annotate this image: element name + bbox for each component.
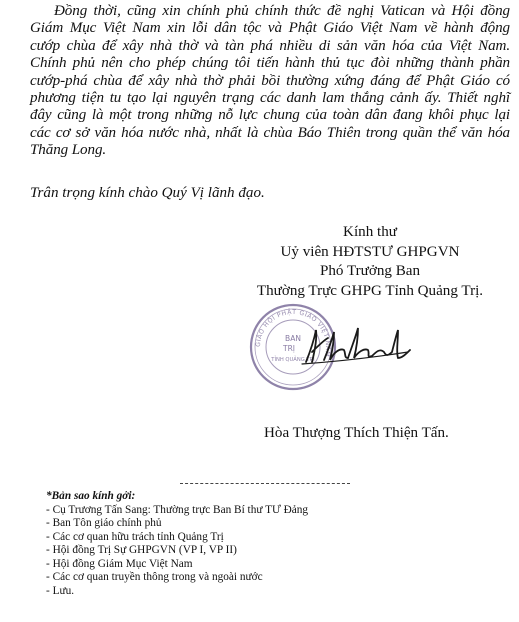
signature-block xyxy=(245,223,495,301)
closing-greeting: Trân trọng kính chào Quý Vị lãnh đạo. xyxy=(30,185,265,201)
svg-text:TRỊ: TRỊ xyxy=(282,344,296,353)
cc-item: - Hội đồng Trị Sự GHPGVN (VP I, VP II) xyxy=(46,544,237,556)
dashed-divider xyxy=(180,483,350,484)
paragraph-line: cướp chùa để xây nhà thờ và tàn phá nhiều di sản văn hóa của Việt Nam. xyxy=(30,37,510,54)
paragraph-line: Thăng Long. xyxy=(30,142,107,159)
paragraph-line: phương tiện tu tạo lại nguyên trạng các danh lam thắng cảnh ấy. Thiết nghĩ xyxy=(30,90,510,107)
cc-item: - Các cơ quan hữu trách tỉnh Quảng Trị xyxy=(46,530,224,543)
svg-text:TỈNH QUẢNG TRỊ: TỈNH QUẢNG TRỊ xyxy=(271,357,315,363)
cc-item: - Lưu. xyxy=(46,584,75,597)
paragraph-line: Đồng thời, cũng xin chính phủ chính thức đề nghị Vatican và Hội đồng xyxy=(54,3,510,19)
signer-title-1: Uỷ viên HĐTSTƯ GHPGVN xyxy=(280,243,460,260)
paragraph-line: đây cũng là một trong những nỗ lực chung của toàn dân đang khôi phục lại xyxy=(30,107,510,124)
cc-item: - Các cơ quan truyền thông trong và ngoài nước xyxy=(46,571,263,583)
svg-text:GIÁO HỘI PHẬT GIÁO VIỆT NAM: GIÁO HỘI PHẬT GIÁO VIỆT NAM xyxy=(254,308,332,358)
paragraph-line: Chính phủ nên cho phép chúng tôi tiến hành thủ tục đòi những thành phần xyxy=(30,55,510,72)
svg-text:BAN: BAN xyxy=(285,334,301,343)
cc-item: - Cụ Trương Tấn Sang: Thường trực Ban Bí thư TƯ Đảng xyxy=(46,503,309,516)
paragraph-line: Giám Mục Việt Nam xin lỗi dân tộc và Phật Giáo Việt Nam về hành động xyxy=(30,20,510,37)
letter-paragraph xyxy=(30,3,510,160)
paragraph-line: cướp-phá chùa để xây nhà thờ phải bồi thường xứng đáng để Phật Giáo có xyxy=(30,72,510,89)
signer-name: Hòa Thượng Thích Thiện Tấn. xyxy=(264,425,449,441)
signer-title-3: Thường Trực GHPG Tỉnh Quảng Trị. xyxy=(256,282,484,299)
cc-title: *Bản sao kính gởi: xyxy=(46,490,136,502)
cc-item: - Hội đồng Giám Mục Việt Nam xyxy=(46,557,193,570)
handwritten-signature xyxy=(300,322,412,370)
carbon-copy-list xyxy=(46,490,308,598)
cc-item: - Ban Tôn giáo chính phủ xyxy=(46,517,162,529)
paragraph-line: các cơ sở văn hóa nước nhà, nhất là chùa Báo Thiên trong quần thể văn hóa xyxy=(30,124,510,141)
signature-salutation: Kính thư xyxy=(343,224,397,240)
signer-title-2: Phó Trưởng Ban xyxy=(319,263,421,279)
